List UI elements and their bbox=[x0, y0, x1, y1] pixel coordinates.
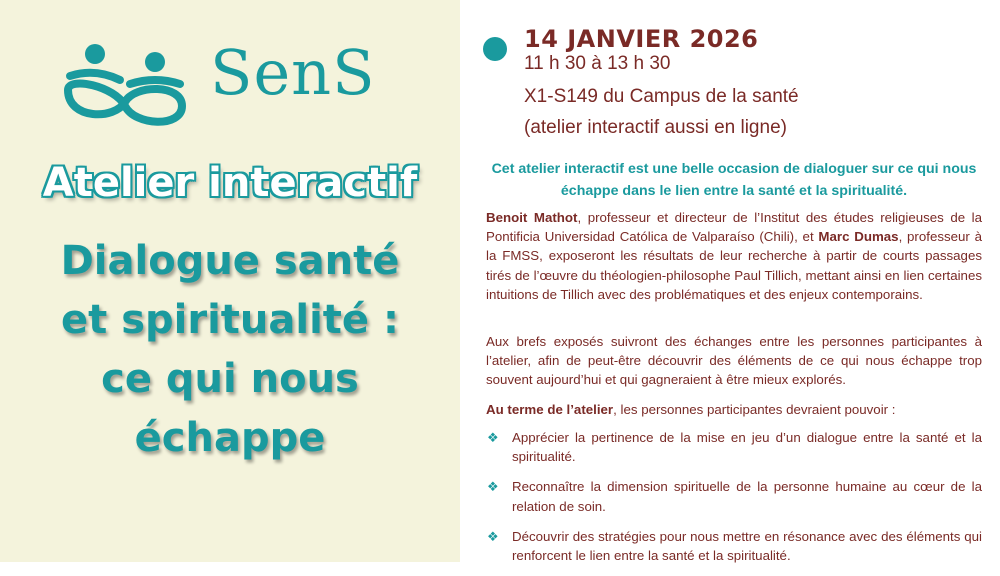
headline-line: Dialogue santé bbox=[60, 238, 400, 284]
list-item-text: Découvrir des stratégies pour nous mettre en résonance avec des éléments qui renforcent le lien entre la santé et la spiritualité. bbox=[512, 528, 982, 564]
speakers-paragraph bbox=[486, 208, 982, 304]
headline-line: et spiritualité : bbox=[61, 297, 399, 343]
two-people-infinity-logo-icon bbox=[60, 40, 190, 130]
speaker-name: Benoit Mathot bbox=[486, 210, 578, 225]
list-item bbox=[486, 428, 982, 466]
right-panel bbox=[460, 0, 1000, 562]
event-note: (atelier interactif aussi en ligne) bbox=[524, 117, 787, 138]
sens-logo bbox=[60, 36, 400, 130]
speaker-desc: , professeur à la FMSS, exposeront les résultats de leur recherche à partir de courts passages tirés de l’œuvre du théologien-philosophe Paul Tillich, mettant ainsi en lien certaines intuitions de Tillich avec des problématiques et des enjeux contemporains. bbox=[486, 229, 983, 302]
list-item-text: Apprécier la pertinence de la mise en jeu d’un dialogue entre la santé et la spiritualité. bbox=[512, 430, 982, 465]
headline-atelier: Atelier interactif bbox=[42, 160, 418, 206]
objectives-intro-text: , les personnes participantes devraient pouvoir : bbox=[613, 402, 896, 417]
speaker-desc: , professeur et directeur de l’Institut des études religieuses de la Pontificia Universidad Católica de Valparaíso (Chili), et bbox=[486, 210, 982, 245]
diamond-bullet-icon: ❖ bbox=[487, 528, 499, 544]
intro-text: Cet atelier interactif est une belle occasion de dialoguer sur ce qui nous échappe dans le lien entre la santé et la spiritualité. bbox=[491, 161, 977, 199]
objectives-intro bbox=[486, 400, 982, 419]
speaker-name: Marc Dumas bbox=[818, 229, 899, 245]
teal-dot-icon bbox=[483, 37, 507, 61]
event-date: 14 JANVIER 2026 bbox=[524, 25, 759, 53]
list-item bbox=[486, 527, 982, 565]
headline-line: échappe bbox=[134, 415, 326, 461]
list-item bbox=[486, 477, 982, 515]
objectives-list bbox=[486, 428, 982, 576]
diamond-bullet-icon: ❖ bbox=[487, 430, 499, 445]
left-panel bbox=[0, 0, 460, 562]
event-location: X1-S149 du Campus de la santé bbox=[524, 86, 799, 107]
diamond-bullet-icon: ❖ bbox=[487, 479, 499, 495]
exchange-paragraph: Aux brefs exposés suivront des échanges entre les personnes participantes à l’atelier, afin de peut-être découvrir des éléments de ce qui nous échappe trop souvent aujourd’hui et qui gagneraient à être mieux explorés. bbox=[486, 334, 982, 388]
event-time: 11 h 30 à 13 h 30 bbox=[524, 53, 671, 74]
headline-line: ce qui nous bbox=[101, 356, 359, 402]
headline-title bbox=[0, 232, 460, 468]
brand-wordmark: SenS bbox=[210, 36, 376, 109]
objectives-intro-bold: Au terme de l’atelier bbox=[486, 402, 614, 417]
list-item-text: Reconnaître la dimension spirituelle de la personne humaine au cœur de la relation de soin. bbox=[512, 479, 982, 514]
